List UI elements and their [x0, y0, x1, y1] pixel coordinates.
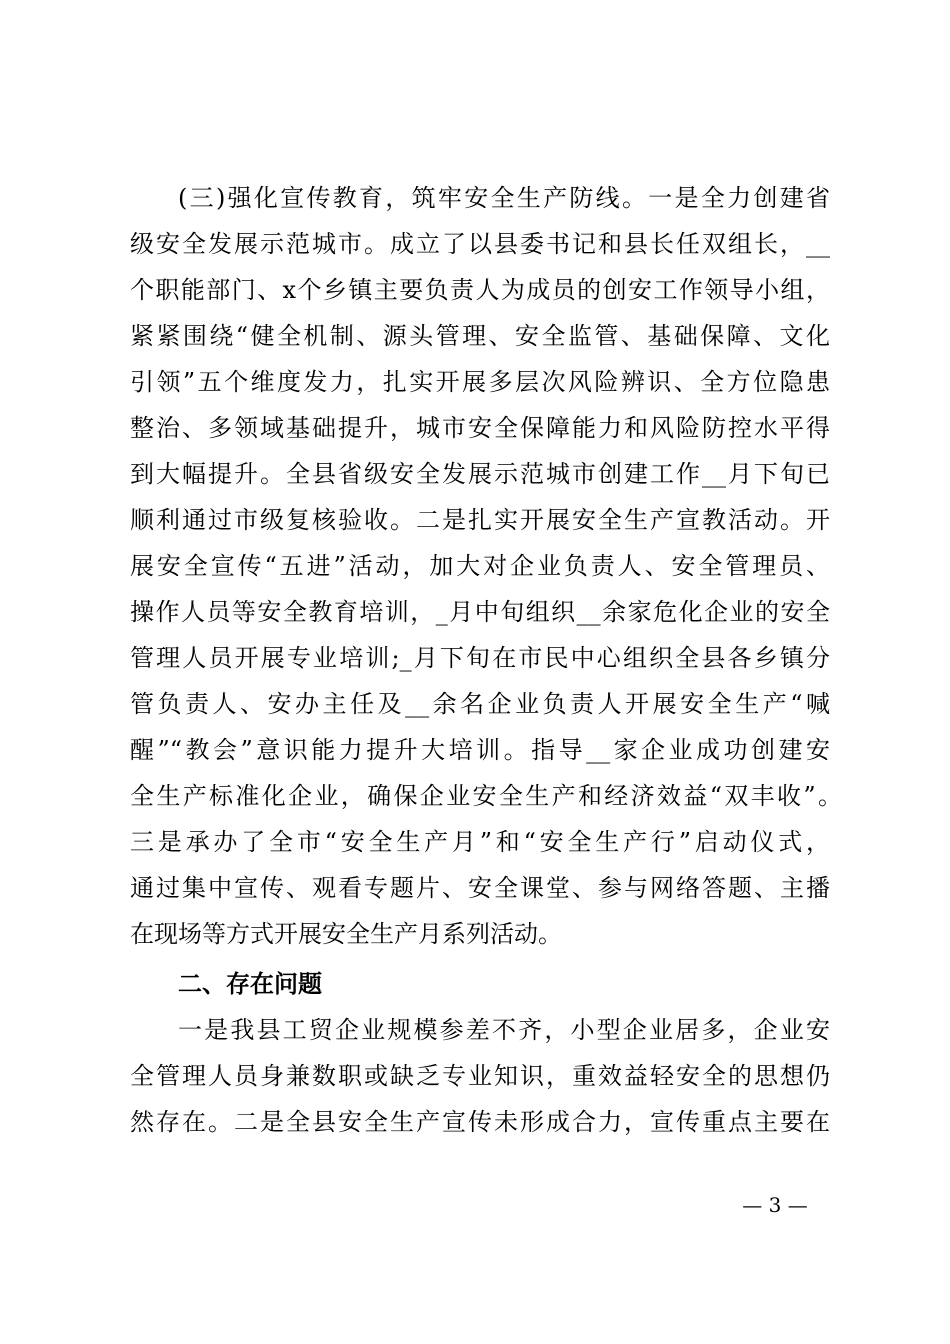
paragraph-line: 管理人员开展专业培训;_月下旬在市民中心组织全县各乡镇分	[130, 644, 830, 672]
paragraph-line: 通过集中宣传、观看专题片、安全课堂、参与网络答题、主播	[130, 874, 830, 902]
section-heading: 二、存在问题	[178, 969, 322, 998]
paragraph-line: 顺利通过市级复核验收。二是扎实开展安全生产宣教活动。开	[130, 506, 830, 534]
paragraph-line: 在现场等方式开展安全生产月系列活动。	[130, 920, 562, 948]
paragraph-line: 全生产标准化企业，确保企业安全生产和经济效益“双丰收”。	[130, 782, 842, 810]
paragraph-line: 到大幅提升。全县省级安全发展示范城市创建工作__月下旬已	[130, 460, 830, 488]
paragraph-line: 级安全发展示范城市。成立了以县委书记和县长任双组长，__	[130, 230, 830, 258]
paragraph-line: 三是承办了全市“安全生产月”和“安全生产行”启动仪式，	[130, 828, 830, 856]
paragraph-line: (三)强化宣传教育，筑牢安全生产防线。一是全力创建省	[178, 184, 830, 212]
paragraph-line: 操作人员等安全教育培训，_月中旬组织__余家危化企业的安全	[130, 598, 830, 626]
paragraph-line: 个职能部门、x个乡镇主要负责人为成员的创安工作领导小组，	[130, 276, 830, 304]
paragraph-line: 整治、多领域基础提升，城市安全保障能力和风险防控水平得	[130, 414, 830, 442]
paragraph-line: 引领”五个维度发力，扎实开展多层次风险辨识、全方位隐患	[130, 368, 830, 396]
page-number: — 3 —	[742, 1193, 808, 1217]
paragraph-line: 全管理人员身兼数职或缺乏专业知识，重效益轻安全的思想仍	[130, 1062, 830, 1090]
paragraph-line: 一是我县工贸企业规模参差不齐，小型企业居多，企业安	[178, 1016, 830, 1044]
paragraph-line: 管负责人、安办主任及__余名企业负责人开展安全生产“喊	[130, 690, 830, 718]
paragraph-line: 紧紧围绕“健全机制、源头管理、安全监管、基础保障、文化	[130, 322, 830, 350]
paragraph-line: 然存在。二是全县安全生产宣传未形成合力，宣传重点主要在	[130, 1108, 830, 1136]
paragraph-line: 展安全宣传“五进”活动，加大对企业负责人、安全管理员、	[130, 552, 830, 580]
paragraph-line: 醒”“教会”意识能力提升大培训。指导__家企业成功创建安	[130, 736, 830, 764]
